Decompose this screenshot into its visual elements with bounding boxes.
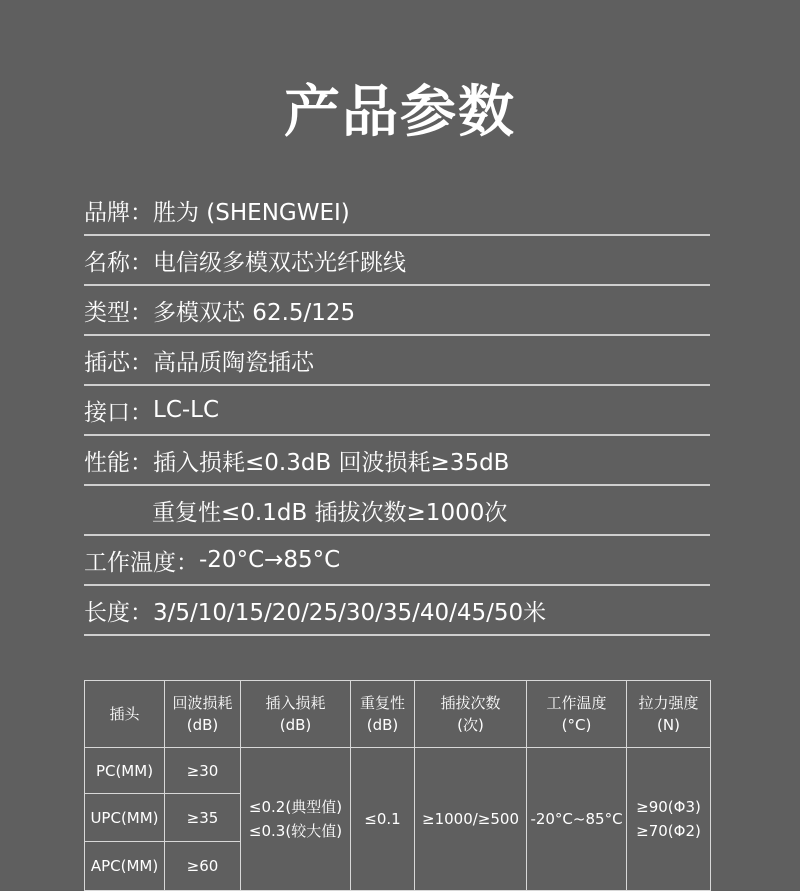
spec-label: 类型： [84,299,153,326]
spec-label: 插芯： [84,349,153,376]
spec-value: 3/5/10/15/20/25/30/35/40/45/50米 [153,599,547,626]
spec-value: 多模双芯 62.5/125 [153,299,356,326]
spec-label: 品牌： [84,199,153,226]
spec-label: 接口： [84,399,153,426]
table-header-row [85,681,711,748]
spec-row-performance [84,436,710,486]
cell-operating-temp: -20°C~85°C [527,748,627,891]
spec-row-length [84,586,710,636]
spec-list [84,186,710,636]
spec-value: LC-LC [153,397,220,423]
header-insertion-loss: 插入损耗 (dB) [241,681,351,748]
cell-plug: UPC(MM) [85,794,165,842]
spec-row-connector [84,386,710,436]
spec-label: 性能： [84,449,153,476]
header-return-loss: 回波损耗 (dB) [165,681,241,748]
header-repeatability: 重复性 (dB) [351,681,415,748]
spec-row-ferrule [84,336,710,386]
cell-repeatability: ≤0.1 [351,748,415,891]
spec-value: 高品质陶瓷插芯 [153,349,314,376]
spec-label: 长度： [84,599,153,626]
cell-tensile-strength: ≥90(Φ3) ≥70(Φ2) [627,748,711,891]
spec-value: 插入损耗≤0.3dB 回波损耗≥35dB [153,449,510,476]
spec-row-name [84,236,710,286]
page-title: 产品参数 [284,80,516,145]
cell-plug: APC(MM) [85,842,165,891]
cell-return-loss: ≥35 [165,794,241,842]
cell-mating-cycles: ≥1000/≥500 [415,748,527,891]
spec-value: 胜为 (SHENGWEI) [153,199,350,226]
cell-return-loss: ≥30 [165,748,241,794]
parameter-table [84,680,711,891]
spec-row-type [84,286,710,336]
spec-value: -20°C→85°C [199,547,341,573]
spec-row-performance-cont [84,486,710,536]
cell-plug: PC(MM) [85,748,165,794]
spec-value: 电信级多模双芯光纤跳线 [153,249,406,276]
header-tensile-strength: 拉力强度 (N) [627,681,711,748]
spec-label: 工作温度： [84,549,199,576]
header-mating-cycles: 插拔次数 (次) [415,681,527,748]
cell-return-loss: ≥60 [165,842,241,891]
cell-insertion-loss: ≤0.2(典型值) ≤0.3(较大值) [241,748,351,891]
spec-row-brand [84,186,710,236]
spec-value: 重复性≤0.1dB 插拔次数≥1000次 [152,499,508,526]
table-row [85,748,711,794]
header-plug: 插头 [85,681,165,748]
spec-label: 名称： [84,249,153,276]
spec-row-temperature [84,536,710,586]
header-operating-temp: 工作温度 (°C) [527,681,627,748]
